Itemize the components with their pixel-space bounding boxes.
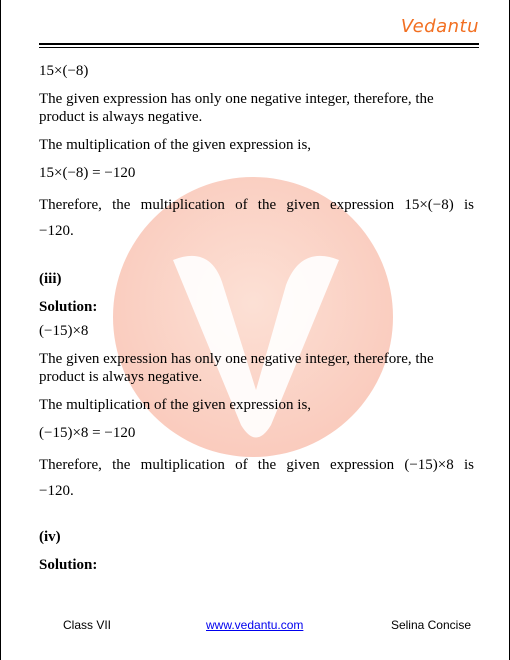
expression-iii: (−15)×8 [39,323,89,339]
footer-class-label: Class VII [63,618,112,632]
header-rule-thin [39,47,479,48]
footer-book-label: Selina Concise [390,618,471,632]
solution-label-iv: Solution: [39,557,98,573]
vedantu-logo[interactable]: Vedantu [400,16,479,37]
intro-iii: The multiplication of the given expression is, [39,397,312,413]
intro-ii: The multiplication of the given expression is, [39,137,312,153]
expression-ii: 15×(−8) [39,63,89,79]
page-content [39,52,474,574]
statement-iii: The given expression has only one negative integer, therefore, the product is always negative. [39,351,434,385]
solution-label-iii: Solution: [39,299,98,315]
statement-ii: The given expression has only one negative integer, therefore, the product is always negative. [39,91,434,125]
result-iii: −120. [39,483,74,499]
equation-ii: 15×(−8) = −120 [39,165,136,181]
page-footer [1,618,509,638]
footer-website-link[interactable]: www.vedantu.com [206,618,304,632]
section-iv-label: (iv) [39,529,61,545]
result-ii: −120. [39,223,74,239]
equation-iii: (−15)×8 = −120 [39,425,136,441]
header-rule [39,43,479,45]
conclusion-ii: Therefore, the multiplication of the given expression 15×(−8) is [39,197,474,213]
section-iii-label: (iii) [39,271,62,287]
conclusion-iii: Therefore, the multiplication of the given expression (−15)×8 is [39,457,474,473]
page-header [1,0,509,50]
